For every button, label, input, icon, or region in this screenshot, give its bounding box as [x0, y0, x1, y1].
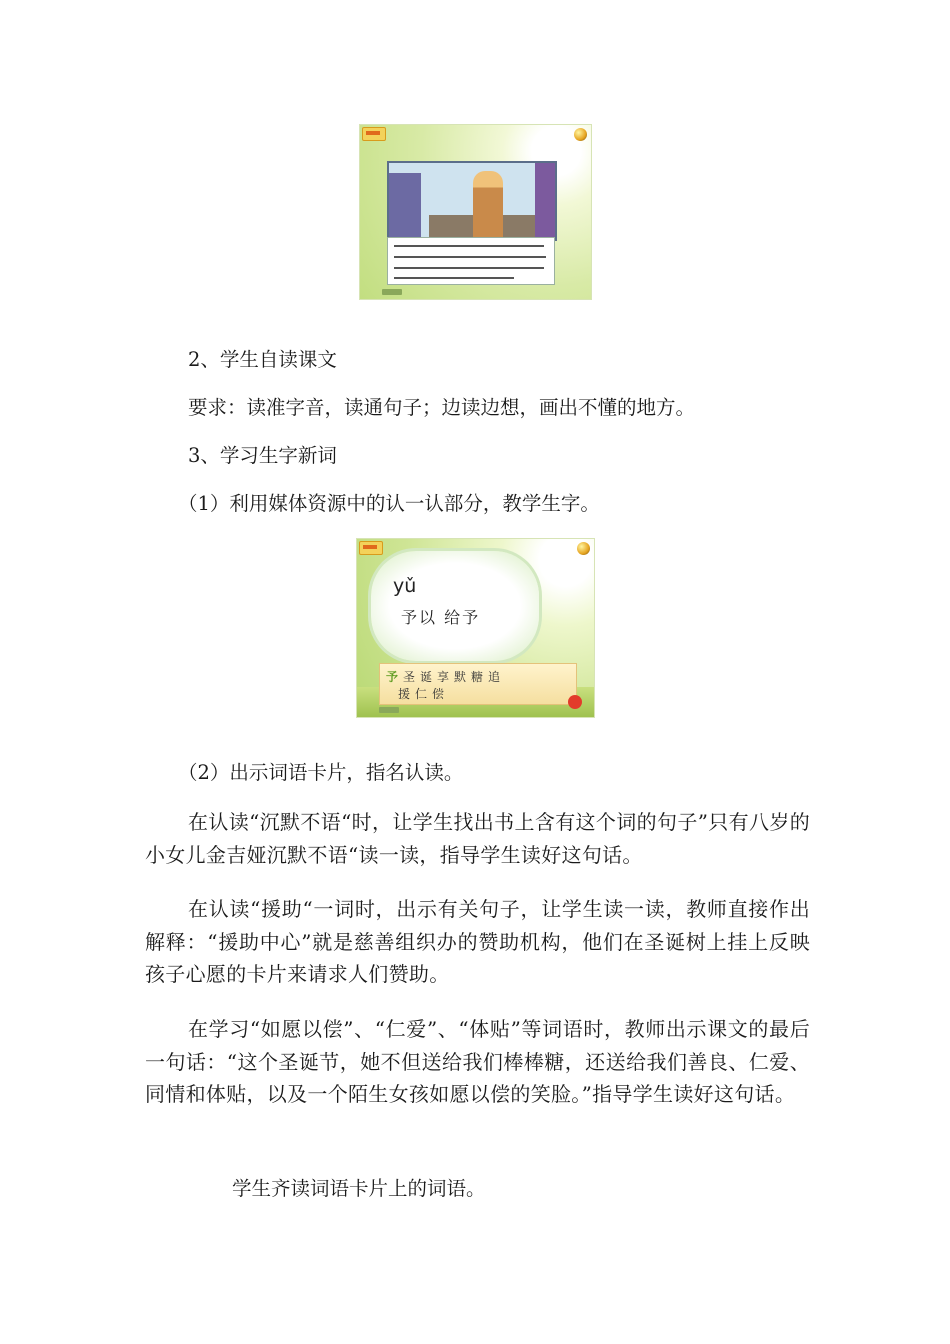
bow-icon [568, 695, 582, 709]
section-2-requirement: 要求：读准字音，读通句子；边读边想，画出不懂的地方。 [188, 396, 696, 419]
slide-logo-icon [359, 541, 383, 555]
banner-characters-row-2: 援仁偿 [398, 687, 450, 701]
character-banner [379, 663, 577, 705]
paragraph-ruyuan: 在学习“如愿以偿”、“仁爱”、“体贴”等词语时，教师出示课文的最后一句话：“这个圣诞节，她不但送给我们棒棒糖，还送给我们善良、仁爱、同情和体贴，以及一个陌生女孩如愿以偿的笑脸。”指导学生读好这句话。 [145, 1017, 810, 1106]
section-3-step-1: （1）利用媒体资源中的认一认部分，教学生字。 [178, 492, 600, 515]
lesson-slide-image-1 [359, 124, 592, 300]
paragraph-yuanzhu: 在认读“援助“一词时，出示有关句子，让学生读一读，教师直接作出解释：“援助中心”就是慈善组织办的赞助机构，他们在圣诞树上挂上反映孩子心愿的卡片来请求人们赞助。 [145, 897, 810, 986]
paragraph-chenmo: 在认读“沉默不语“时，让学生找出书上含有这个词的句子”只有八岁的小女儿金吉娅沉默不语“读一读，指导学生读好这句话。 [145, 810, 810, 867]
slide-logo-icon [362, 127, 386, 141]
highlight-character: 予 [386, 670, 404, 684]
girl-figure-icon [473, 171, 503, 239]
section-3-step-2: （2）出示词语卡片，指名认读。 [178, 761, 464, 784]
slide-footer-tag [382, 289, 402, 295]
ball-icon [574, 128, 587, 141]
closing-line: 学生齐读词语卡片上的词语。 [232, 1177, 486, 1200]
ball-icon [577, 542, 590, 555]
slide-footer-tag [379, 707, 399, 713]
section-2-heading: 2、学生自读课文 [188, 348, 337, 371]
story-illustration [387, 161, 557, 241]
banner-characters-row-1: 圣诞享默糖追 [403, 670, 506, 684]
section-3-heading: 3、学习生字新词 [188, 444, 337, 467]
slide-text-box [387, 237, 555, 285]
cloud-words: 予以 给予 [401, 608, 481, 627]
pinyin-label: yǔ [393, 575, 417, 597]
lesson-slide-image-2 [356, 538, 595, 718]
